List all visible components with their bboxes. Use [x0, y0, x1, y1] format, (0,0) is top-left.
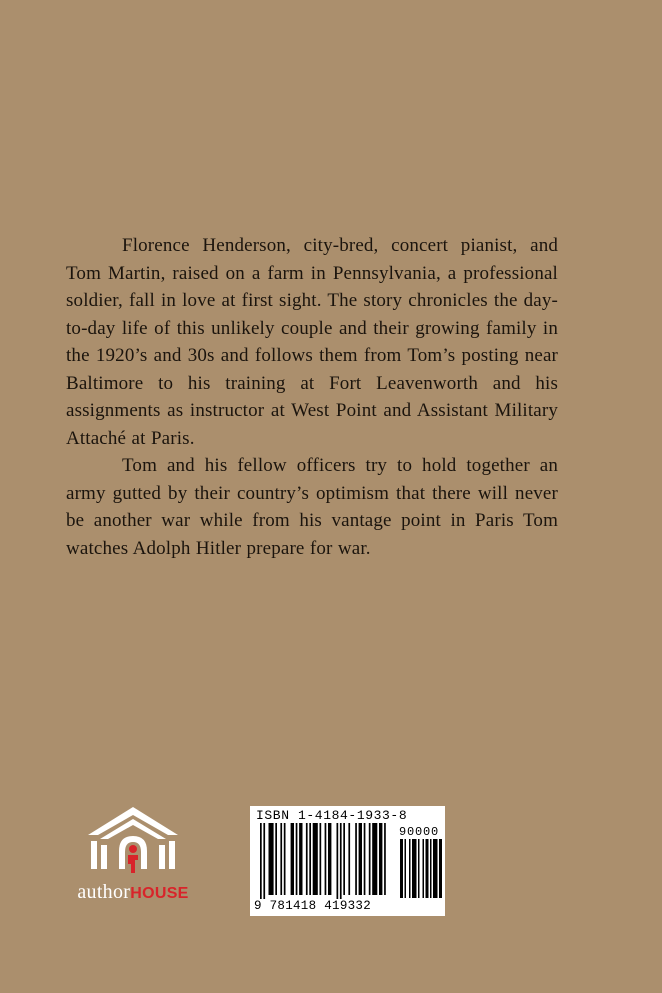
isbn-label: ISBN 1-4184-1933-8	[256, 808, 408, 823]
barcode-addon-digits: 90000	[399, 825, 440, 839]
publisher-name-part1: author	[77, 881, 131, 903]
publisher-logo	[58, 805, 208, 905]
barcode-ean-digits: 9 781418 419332	[254, 899, 372, 913]
publisher-wordmark	[58, 881, 208, 904]
blurb-paragraph-2: Tom and his fellow officers try to hold together an army gutted by their country’s optimism that there will never be another war while from his vantage point in Paris Tom watches Adolph Hitler prepare for war.	[66, 455, 558, 559]
blurb-paragraph-1: Florence Henderson, city-bred, concert pianist, and Tom Martin, raised on a farm in Pennsylvania, a professional soldier, fall in love at first sight. The story chronicles the day-to-day life of this unlikely couple and their growing family in the 1920’s and 30s and follows them from Tom’s posting near Baltimore to his training at Fort Leavenworth and his assignments as instructor at West Point and Assistant Military Attaché at Paris.	[66, 235, 558, 449]
house-with-person-icon	[86, 805, 180, 875]
isbn-barcode	[250, 806, 445, 916]
back-cover-blurb	[66, 232, 558, 562]
publisher-name-part2: HOUSE	[130, 885, 189, 902]
